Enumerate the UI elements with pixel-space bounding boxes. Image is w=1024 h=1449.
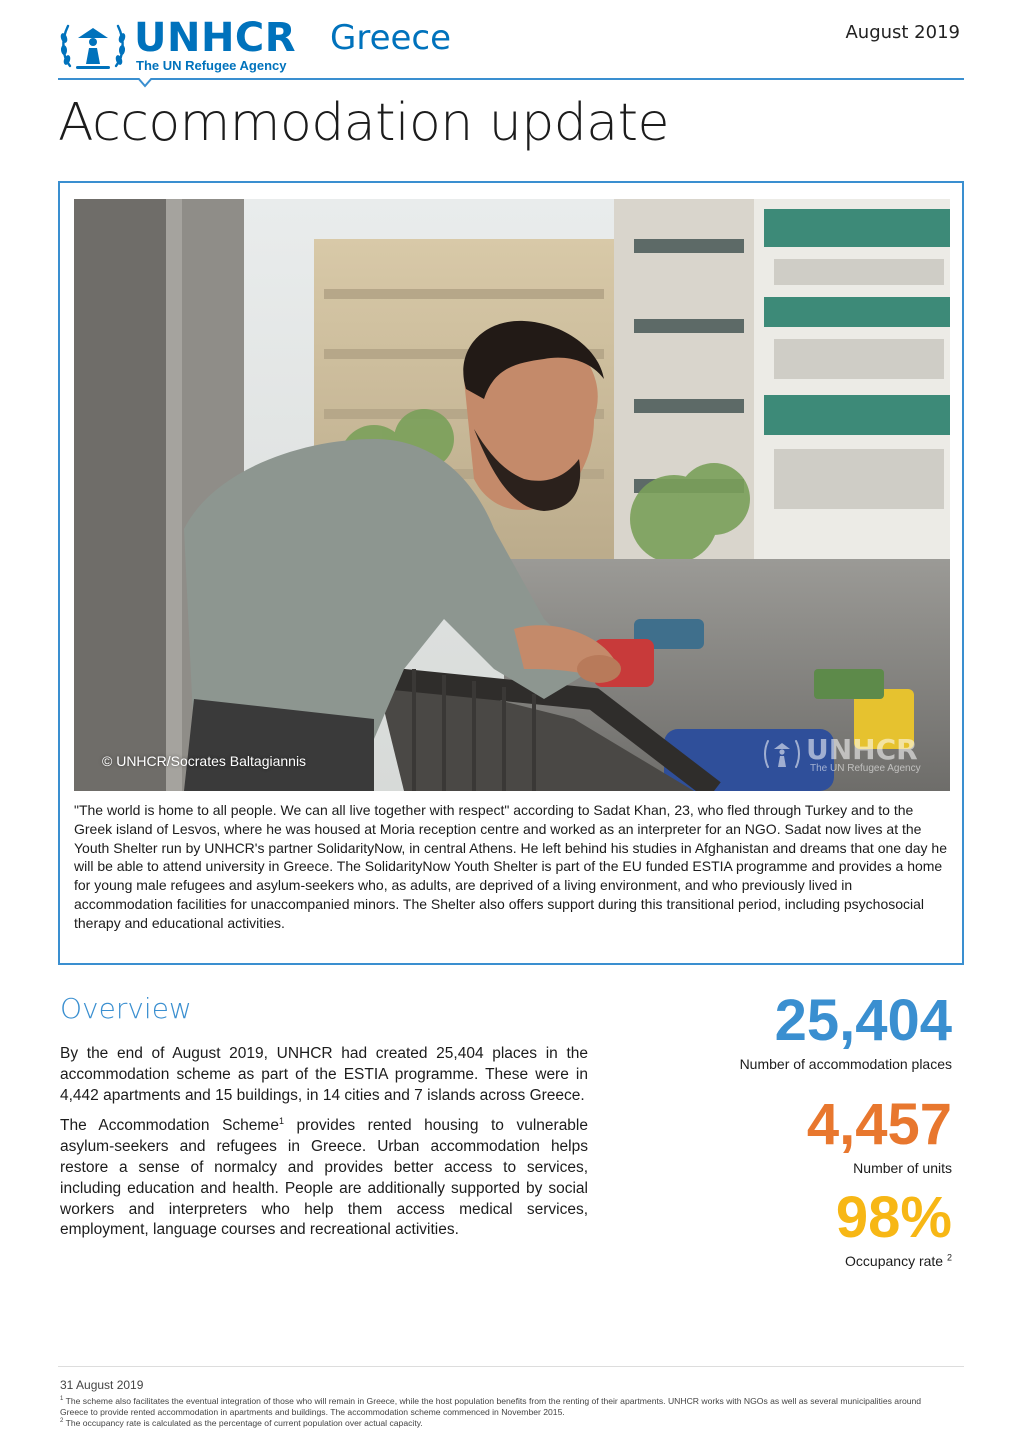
watermark-tagline: The UN Refugee Agency	[810, 763, 921, 774]
footer-date: 31 August 2019	[60, 1378, 144, 1392]
overview-paragraph-start: The Accommodation Scheme	[60, 1117, 279, 1135]
feature-photo	[74, 199, 950, 791]
unhcr-logo	[58, 12, 518, 78]
footnote-number: 2	[60, 1418, 64, 1425]
stat-value: 98%	[835, 1185, 952, 1250]
stat-label	[836, 1253, 952, 1269]
footnotes	[60, 1396, 940, 1429]
unhcr-emblem-icon	[58, 16, 128, 72]
watermark-wordmark: UNHCR	[806, 733, 918, 766]
logo-wordmark: UNHCR	[134, 15, 297, 61]
stat-accommodation-places	[740, 990, 952, 1072]
stat-units	[807, 1094, 952, 1176]
page-header	[58, 12, 964, 84]
feature-photo-illustration	[74, 199, 950, 791]
photo-credit: © UNHCR/Socrates Baltagiannis	[102, 753, 307, 769]
footnote-1	[60, 1396, 940, 1418]
overview-body	[60, 1044, 588, 1251]
country-label: Greece	[330, 18, 452, 58]
footnote-ref[interactable]: 1	[278, 1116, 284, 1127]
logo-tagline: The UN Refugee Agency	[136, 58, 287, 73]
stat-label: Number of accommodation places	[739, 1056, 952, 1072]
stat-value: 25,404	[774, 988, 952, 1053]
footnote-text: The occupancy rate is calculated as the percentage of current population over actual capacity.	[65, 1418, 423, 1428]
footer-divider	[58, 1366, 964, 1367]
overview-paragraph: By the end of August 2019, UNHCR had created 25,404 places in the accommodation scheme as part of the ESTIA programme. These were in 4,442 apartments and 15 buildings, in 14 cities and 7 islands across Greece.	[60, 1045, 588, 1104]
page-title: Accommodation update	[58, 93, 670, 153]
overview-paragraph-rest: provides rented housing to vulnerable asylum-seekers and refugees in Greece. Urban accommodation helps restore a sense of normalcy and provides better access to services, including education and health. People are additionally supported by social workers and interpreters who help them access medical services, employment, language courses and recreational activities.	[60, 1117, 588, 1239]
stat-label-text: Occupancy rate	[845, 1253, 944, 1269]
report-date: August 2019	[845, 22, 960, 43]
photo-caption: "The world is home to all people. We can all live together with respect" according to Sadat Khan, 23, who fled through Turkey and to the Greek island of Lesvos, where he was housed at Moria reception centre and worked as an interpreter for an NGO. Sadat now lives at the Youth Shelter run by UNHCR's partner SolidarityNow, in central Athens. He left behind his studies in Afghanistan and dreams that one day he will be able to attend university in Greece. The SolidarityNow Youth Shelter is part of the EU funded ESTIA programme and provides a home for young male refugees and asylum-seekers who, as adults, are deprived of a living environment, and who previously lived in accommodation facilities for unaccompanied minors. The Shelter also offers support during this transitional period, including psychosocial therapy and educational activities.	[74, 802, 947, 931]
stat-label: Number of units	[853, 1160, 952, 1176]
footnote-text: The scheme also facilitates the eventual integration of those who will remain in Greece, while the host population benefits from the renting of their apartments. UNHCR works with NGOs as well as several municipalities around Greece to provide rented accommodation in apartments and buildings. The accommodation scheme commenced in November 2015.	[60, 1396, 922, 1417]
footnote-number: 1	[60, 1396, 64, 1403]
watermark-emblem-icon	[762, 735, 802, 771]
overview-heading: Overview	[60, 992, 192, 1025]
stat-occupancy-rate	[836, 1187, 952, 1269]
header-divider	[58, 78, 964, 80]
stat-value: 4,457	[806, 1092, 952, 1157]
photo-watermark	[762, 733, 938, 777]
footnote-2	[60, 1418, 940, 1429]
footnote-ref[interactable]: 2	[946, 1252, 952, 1263]
header-notch-icon	[138, 78, 152, 88]
overview-paragraph	[60, 1116, 588, 1241]
